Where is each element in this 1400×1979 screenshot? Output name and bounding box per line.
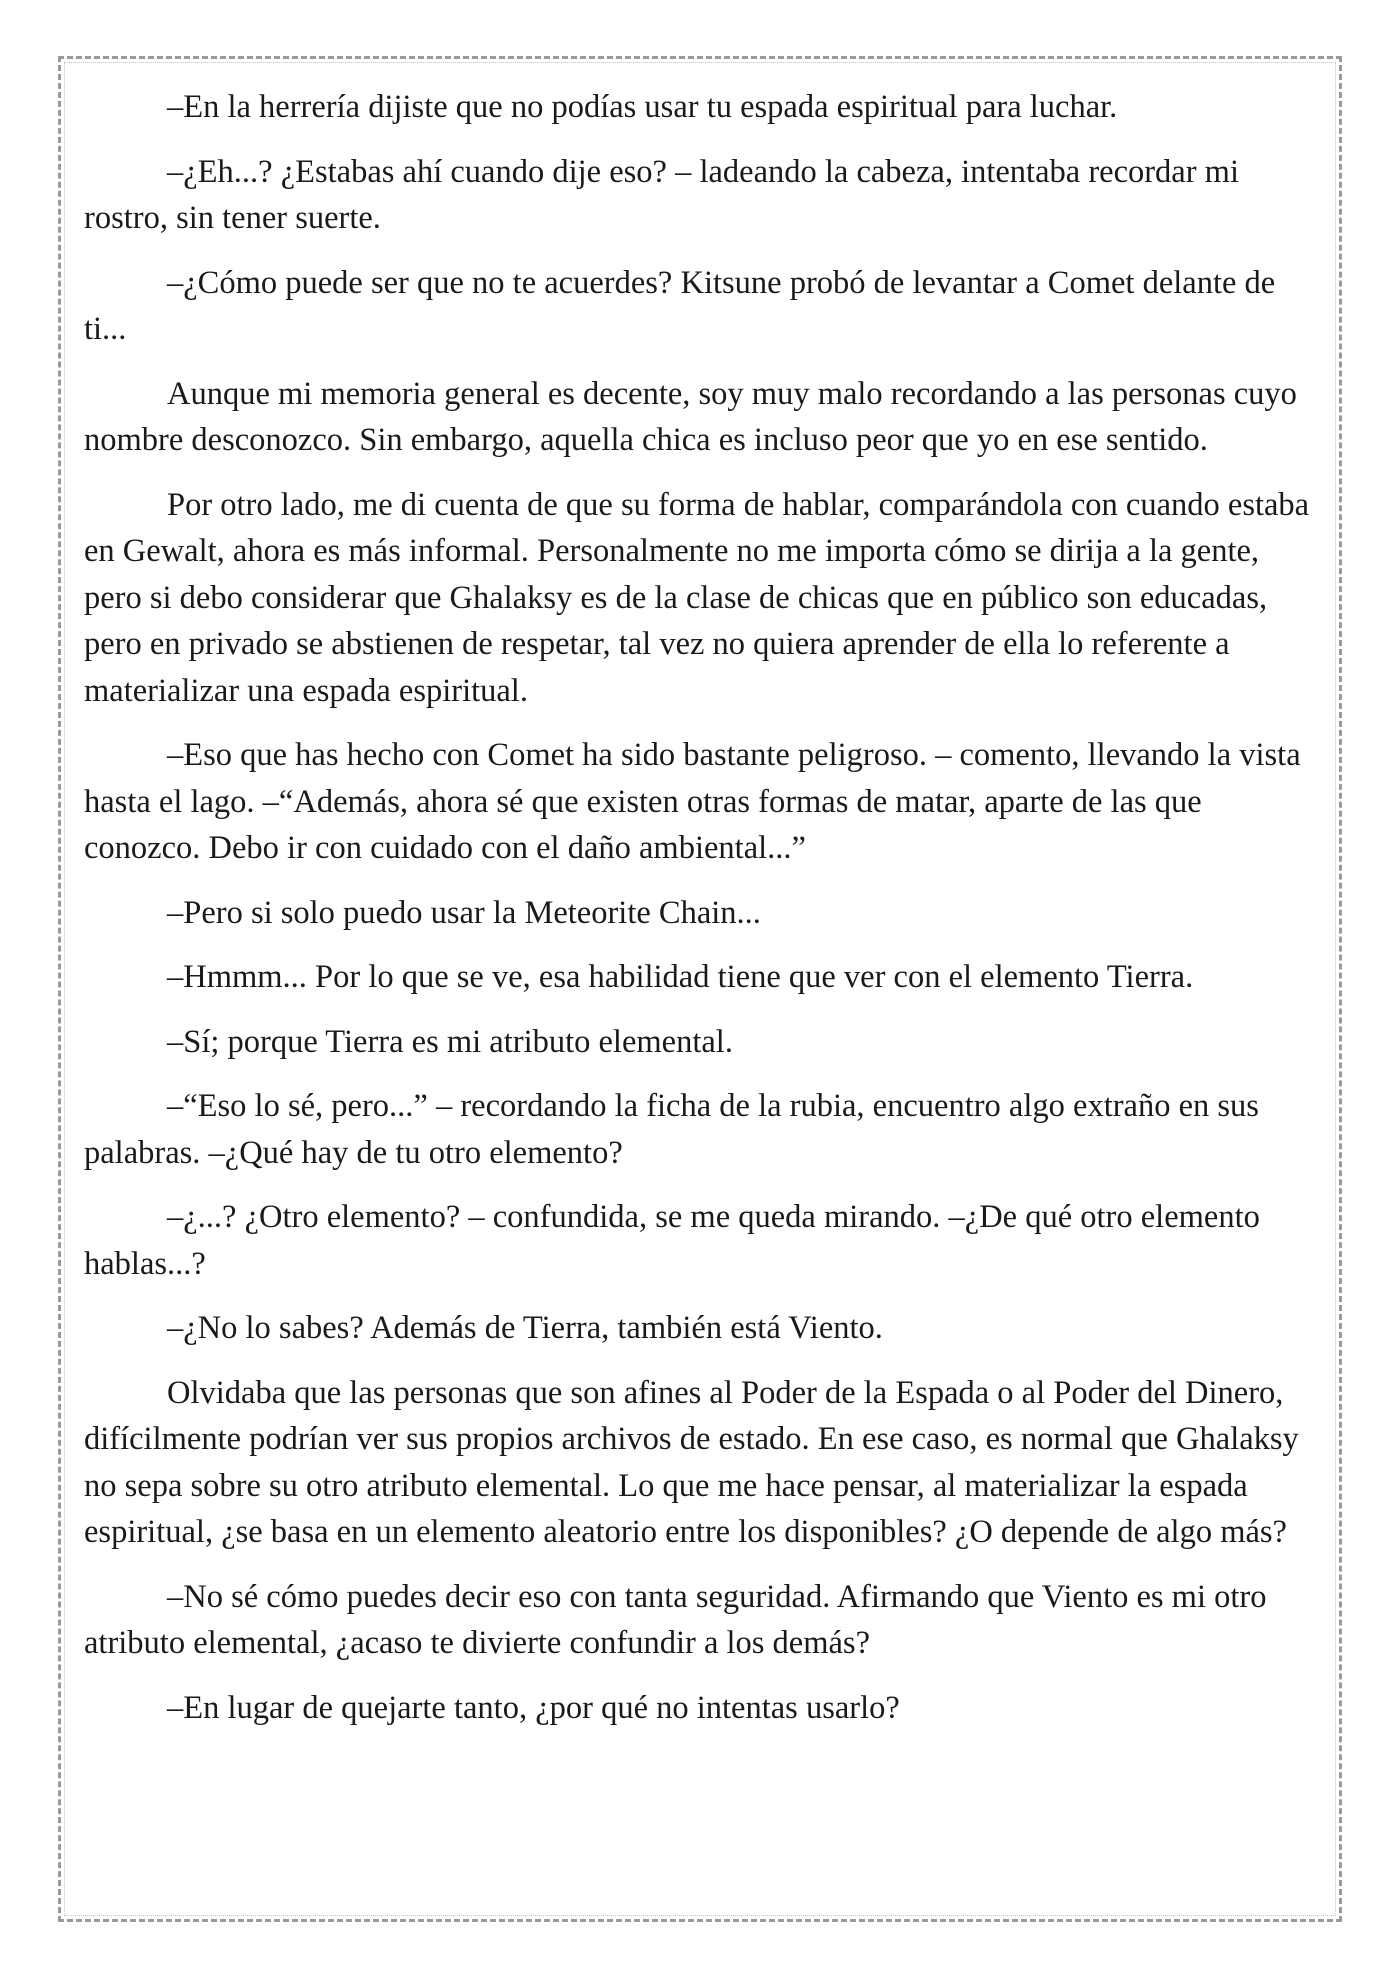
paragraph-1: –En la herrería dijiste que no podías usar tu espada espiritual para luchar. bbox=[167, 89, 1118, 125]
paragraph-5: Por otro lado, me di cuenta de que su forma de hablar, comparándola con cuando estaba en Gewalt, ahora es más informal. Personalmente no me importa cómo se dirija a la gente, pero si debo considerar que Ghalaksy es de la clase de chicas que en público son educadas, pero en privado se abstienen de respetar, tal vez no quiera aprender de ella lo referente a materializar una espada espiritual. bbox=[84, 486, 1310, 709]
paragraph-3: –¿Cómo puede ser que no te acuerdes? Kitsune probó de levantar a Comet delante de ti... bbox=[84, 264, 1276, 347]
paragraph-8: –Hmmm... Por lo que se ve, esa habilidad tiene que ver con el elemento Tierra. bbox=[167, 959, 1194, 995]
document-body bbox=[84, 84, 1324, 1749]
paragraph-10: –“Eso lo sé, pero...” – recordando la ficha de la rubia, encuentro algo extraño en sus palabras. –¿Qué hay de tu otro elemento? bbox=[84, 1088, 1259, 1171]
paragraph-2: –¿Eh...? ¿Estabas ahí cuando dije eso? – ladeando la cabeza, intentaba recordar mi rostro, sin tener suerte. bbox=[84, 153, 1239, 236]
paragraph-15: –En lugar de quejarte tanto, ¿por qué no intentas usarlo? bbox=[167, 1689, 900, 1726]
paragraph-4: Aunque mi memoria general es decente, soy muy malo recordando a las personas cuyo nombre desconozco. Sin embargo, aquella chica es incluso peor que yo en ese sentido. bbox=[84, 375, 1297, 458]
paragraph-14: –No sé cómo puedes decir eso con tanta seguridad. Afirmando que Viento es mi otro atributo elemental, ¿acaso te divierte confundir a los demás? bbox=[84, 1578, 1267, 1661]
paragraph-9: –Sí; porque Tierra es mi atributo elemental. bbox=[167, 1023, 733, 1060]
paragraph-13: Olvidaba que las personas que son afines al Poder de la Espada o al Poder del Dinero, difícilmente podrían ver sus propios archivos de estado. En ese caso, es normal que Ghalaksy no sepa sobre su otro atributo elemental. Lo que me hace pensar, al materializar la espada espiritual, ¿se basa en un elemento aleatorio entre los disponibles? ¿O depende de algo más? bbox=[84, 1374, 1299, 1550]
paragraph-11: –¿...? ¿Otro elemento? – confundida, se me queda mirando. –¿De qué otro elemento hablas...? bbox=[84, 1199, 1260, 1282]
paragraph-6: –Eso que has hecho con Comet ha sido bastante peligroso. – comento, llevando la vista hasta el lago. –“Además, ahora sé que existen otras formas de matar, aparte de las que conozco. Debo ir con cuidado con el daño ambiental...” bbox=[84, 737, 1301, 866]
paragraph-7: –Pero si solo puedo usar la Meteorite Chain... bbox=[167, 894, 761, 931]
paragraph-12: –¿No lo sabes? Además de Tierra, también está Viento. bbox=[167, 1310, 883, 1346]
